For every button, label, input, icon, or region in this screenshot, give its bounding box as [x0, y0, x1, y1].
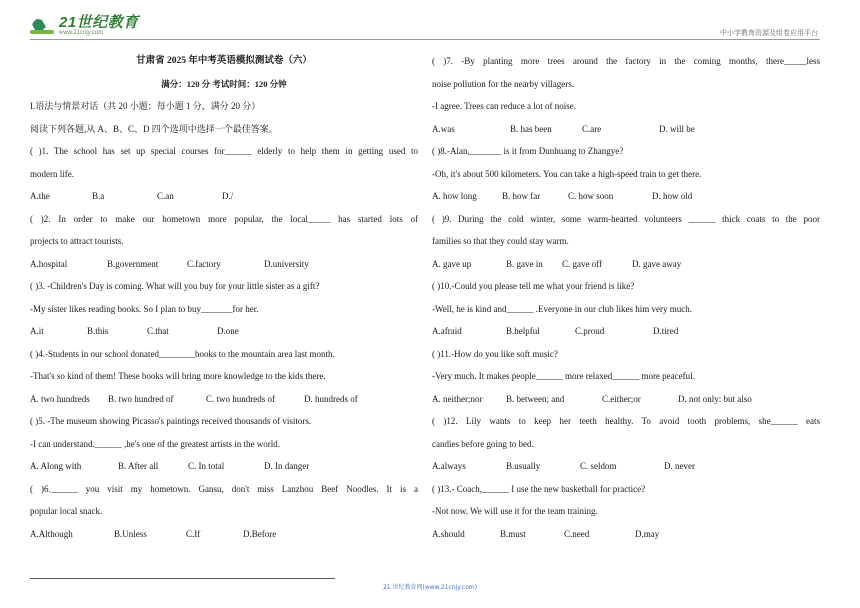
answer-option: D.tired	[653, 326, 679, 336]
answer-option: A. neither;nor	[432, 393, 483, 404]
answer-options	[30, 185, 418, 208]
answer-options	[432, 253, 820, 276]
answer-option: D. In danger	[264, 461, 310, 471]
question-line: ( )8.-Alan,_______ is it from Dunhuang to Zhangye?	[432, 146, 624, 156]
answer-option: B.helpful	[506, 326, 540, 336]
answer-options	[432, 523, 820, 546]
section-instruction: 阅读下列各题,从 A、B、C、D 四个选项中选择一个最佳答案。	[30, 123, 278, 134]
runner-logo-icon	[30, 18, 56, 36]
question-line: -My sister likes reading books. So I plan to buy_______for her.	[30, 303, 259, 314]
question-line: ( )11.-How do you like soft music?	[432, 348, 558, 359]
question-line: modern life.	[30, 168, 74, 179]
answer-option: A. Along with	[30, 461, 82, 471]
answer-option: A.was	[432, 123, 455, 134]
question-line: -Not now. We will use it for the team training.	[432, 506, 598, 516]
answer-options	[30, 388, 418, 411]
answer-option: D.one	[217, 326, 239, 336]
answer-option: C. gave off	[562, 258, 603, 269]
answer-option: A.should	[432, 528, 465, 539]
answer-option: B.a	[92, 191, 105, 201]
answer-option: B. gave in	[506, 258, 543, 269]
header-divider	[30, 39, 820, 40]
answer-options	[432, 185, 820, 208]
question-line: noise pollution for the nearby villagers.	[432, 78, 574, 89]
answer-options	[432, 388, 820, 411]
answer-option: C. two hundreds of	[206, 393, 275, 404]
answer-option: C.If	[186, 528, 201, 539]
answer-option: C. seldom	[580, 461, 617, 471]
answer-option: C.need	[564, 528, 590, 539]
answer-option: D.university	[264, 258, 309, 269]
exam-title: 甘肃省 2025 年中考英语模拟测试卷（六）	[136, 56, 312, 66]
answer-option: B.government	[107, 258, 159, 269]
question-line: popular local snack.	[30, 506, 103, 516]
answer-option: C. In total	[188, 461, 225, 471]
answer-option: B.must	[500, 528, 526, 539]
answer-option: D.Before	[243, 528, 277, 539]
answer-option: C.an	[157, 191, 174, 201]
question-line: ( )3. -Children's Day is coming. What will you buy for your little sister as a gift?	[30, 281, 320, 291]
answer-option: B. how far	[502, 191, 541, 201]
answer-option: D.may	[635, 528, 660, 539]
answer-option: D. gave away	[632, 258, 682, 269]
question-line: ( )13.- Coach,______ I use the new basketball for practice?	[432, 483, 646, 494]
answer-option: A. gave up	[432, 258, 472, 269]
answer-option: A. how long	[432, 191, 477, 201]
answer-option: D. not only: but also	[678, 393, 752, 404]
answer-options	[432, 455, 820, 478]
question-line: ( )4.-Students in our school donated________books to the mountain area last month.	[30, 348, 335, 359]
answer-option: A.it	[30, 326, 44, 336]
question-line: ( )7. -By planting more trees around the factory in the coming months, there_____less	[432, 56, 820, 66]
logo-text: 21世纪教育	[59, 14, 139, 31]
answer-options	[30, 455, 418, 478]
question-line: ( )12. Lily wants to keep her teeth healthy. To avoid tooth problems, she______ eats	[432, 416, 820, 426]
question-line: -I can understand.______ ,he's one of the greatest artists in the world.	[30, 438, 281, 449]
question-line: -Well, he is kind and______ .Everyone in our club likes him very much.	[432, 303, 692, 314]
answer-option: A.Although	[30, 528, 73, 539]
answer-option: D. hundreds of	[304, 393, 358, 404]
question-line: -Oh, it's about 500 kilometers. You can take a high-speed train to get there.	[432, 168, 702, 179]
question-line: ( )2. In order to make our hometown more popular, the local_____ has started lots of	[30, 213, 418, 224]
answer-option: D./	[222, 191, 234, 201]
answer-option: C.are	[582, 123, 602, 134]
answer-option: C.proud	[575, 326, 605, 336]
question-line: ( )9. During the cold winter, some warm-hearted volunteers ______ thick coats to the poor	[432, 213, 820, 224]
site-logo	[30, 16, 139, 37]
answer-option: D. how old	[652, 191, 693, 201]
question-line: ( )10.-Could you please tell me what your friend is like?	[432, 281, 635, 291]
logo-subtext: www.21cnjy.com	[59, 30, 104, 36]
answer-option: A. two hundreds	[30, 393, 90, 404]
answer-options	[432, 320, 820, 343]
answer-option: C.either;or	[602, 393, 641, 404]
footer-divider	[30, 578, 335, 579]
question-line: families so that they could stay warm.	[432, 236, 569, 246]
question-line: candies before going to bed.	[432, 438, 534, 449]
answer-option: A.afraid	[432, 326, 462, 336]
answer-option: C. how soon	[568, 191, 614, 201]
footer-text: 21 世纪教育网(www.21cnjy.com)	[382, 584, 478, 591]
question-line: ( )1. The school has set up special courses for______ elderly to help them in getting used to	[30, 146, 418, 156]
answer-option: D. never	[664, 461, 695, 471]
answer-option: D. will be	[659, 123, 695, 134]
answer-option: C.factory	[187, 258, 221, 269]
question-line: -That's so kind of them! These books will bring more knowledge to the kids there.	[30, 371, 326, 381]
answer-option: A.always	[432, 461, 466, 471]
answer-options	[30, 523, 418, 546]
question-line: -Very much. It makes people______ more relaxed______ more peaceful.	[432, 371, 695, 381]
question-line: -I agree. Trees can reduce a lot of noise.	[432, 101, 576, 111]
answer-option: C.that	[147, 326, 169, 336]
answer-option: A.the	[30, 191, 50, 201]
answer-option: B. has been	[510, 123, 552, 134]
answer-option: B.usually	[506, 461, 541, 471]
platform-name: 中小学教育资源及组卷应用平台	[720, 29, 818, 37]
answer-options	[30, 253, 418, 276]
answer-options	[432, 118, 820, 141]
section-heading: I.语法与情景对话（共 20 小题；每小题 1 分，满分 20 分）	[30, 101, 261, 111]
exam-subtitle: 满分：120 分 考试时间：120 分钟	[161, 78, 287, 89]
question-line: ( )6.______ you visit my hometown. Gansu, don't miss Lanzhou Beef Noodles. It is a	[30, 483, 418, 494]
right-column	[432, 50, 820, 545]
answer-option: B. two hundred of	[108, 393, 174, 404]
answer-option: B.this	[87, 326, 109, 336]
question-line: projects to attract tourists.	[30, 236, 124, 246]
answer-options	[30, 320, 418, 343]
answer-option: B. between; and	[506, 393, 565, 404]
left-column	[30, 50, 418, 545]
answer-option: B.Unless	[114, 528, 147, 539]
question-line: ( )5. -The museum showing Picasso's paintings received thousands of visitors.	[30, 416, 312, 426]
answer-option: B. After all	[118, 461, 159, 471]
answer-option: A.hospital	[30, 258, 68, 269]
